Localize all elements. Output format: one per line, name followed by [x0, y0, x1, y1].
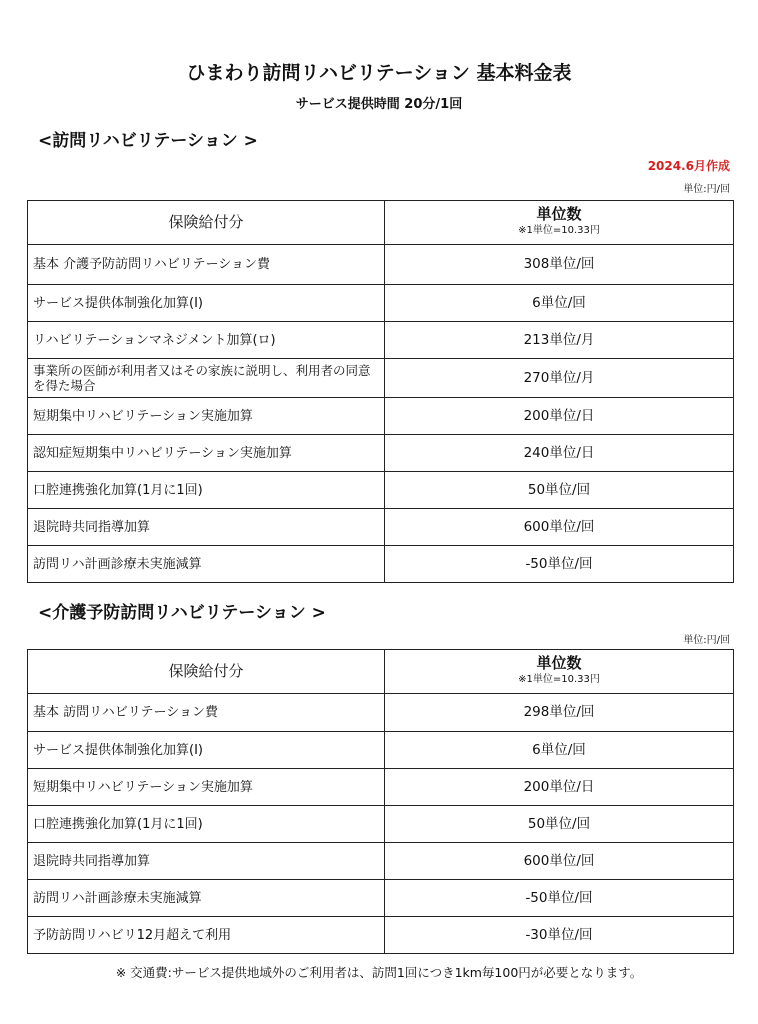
item-units: 200単位/日: [385, 769, 734, 806]
table-row: [28, 472, 734, 509]
item-name: 短期集中リハビリテーション実施加算: [28, 769, 385, 806]
item-units: 50単位/回: [385, 806, 734, 843]
table-row: [28, 285, 734, 322]
item-units: -50単位/回: [385, 546, 734, 583]
item-name: 口腔連携強化加算(1月に1回): [28, 806, 385, 843]
page-subtitle: サービス提供時間 20分/1回: [295, 97, 463, 112]
header-units-label: 単位数: [536, 205, 582, 223]
header-units-label: 単位数: [536, 654, 582, 672]
footer-note: ※ 交通費:サービス提供地域外のご利用者は、訪問1回につき1km毎100円が必要となります。: [115, 965, 643, 980]
item-units: 308単位/回: [385, 245, 734, 285]
table-row: [28, 732, 734, 769]
table-header-row: [28, 650, 734, 694]
item-units: -30単位/回: [385, 917, 734, 954]
table-row: [28, 843, 734, 880]
item-units: 600単位/回: [385, 509, 734, 546]
header-units-rate: ※1単位=10.33円: [518, 674, 600, 685]
header-units: [385, 201, 734, 245]
table-row: [28, 769, 734, 806]
item-name: サービス提供体制強化加算(Ⅰ): [28, 732, 385, 769]
item-name: 基本 訪問リハビリテーション費: [28, 694, 385, 732]
table-row: [28, 359, 734, 398]
table-row: [28, 546, 734, 583]
table-row: [28, 917, 734, 954]
fee-table-preventive-rehab: [27, 649, 734, 954]
item-units: 240単位/日: [385, 435, 734, 472]
item-name: リハビリテーションマネジメント加算(ロ): [28, 322, 385, 359]
table-header-row: [28, 201, 734, 245]
fee-table-home-rehab: [27, 200, 734, 583]
table-row: [28, 806, 734, 843]
item-units: 200単位/日: [385, 398, 734, 435]
header-units: [385, 650, 734, 694]
header-insurance-benefit: 保険給付分: [28, 650, 385, 694]
table-row: [28, 694, 734, 732]
header-insurance-benefit: 保険給付分: [28, 201, 385, 245]
item-name: 予防訪問リハビリ12月超えて利用: [28, 917, 385, 954]
item-units: 298単位/回: [385, 694, 734, 732]
unit-note: 単位:円/回: [683, 184, 730, 195]
item-name: 退院時共同指導加算: [28, 509, 385, 546]
table-row: [28, 509, 734, 546]
table-row: [28, 398, 734, 435]
item-units: 6単位/回: [385, 285, 734, 322]
page-title: ひまわり訪問リハビリテーション 基本料金表: [186, 62, 572, 84]
item-name: 基本 介護予防訪問リハビリテーション費: [28, 245, 385, 285]
item-name: 事業所の医師が利用者又はその家族に説明し、利用者の同意を得た場合: [28, 359, 385, 398]
created-date: 2024.6月作成: [647, 159, 730, 173]
table-row: [28, 435, 734, 472]
item-units: 50単位/回: [385, 472, 734, 509]
item-units: 213単位/月: [385, 322, 734, 359]
table-row: [28, 880, 734, 917]
table-row: [28, 322, 734, 359]
item-name: 認知症短期集中リハビリテーション実施加算: [28, 435, 385, 472]
item-units: 600単位/回: [385, 843, 734, 880]
section-heading-home-rehab: <訪問リハビリテーション >: [38, 131, 258, 151]
item-units: 270単位/月: [385, 359, 734, 398]
table-row: [28, 245, 734, 285]
item-name: サービス提供体制強化加算(Ⅰ): [28, 285, 385, 322]
item-name: 訪問リハ計画診療未実施減算: [28, 546, 385, 583]
section-heading-preventive-rehab: <介護予防訪問リハビリテーション >: [38, 603, 326, 623]
item-name: 口腔連携強化加算(1月に1回): [28, 472, 385, 509]
item-units: 6単位/回: [385, 732, 734, 769]
item-units: -50単位/回: [385, 880, 734, 917]
item-name: 退院時共同指導加算: [28, 843, 385, 880]
item-name: 訪問リハ計画診療未実施減算: [28, 880, 385, 917]
header-units-rate: ※1単位=10.33円: [518, 225, 600, 236]
unit-note: 単位:円/回: [683, 635, 730, 646]
item-name: 短期集中リハビリテーション実施加算: [28, 398, 385, 435]
